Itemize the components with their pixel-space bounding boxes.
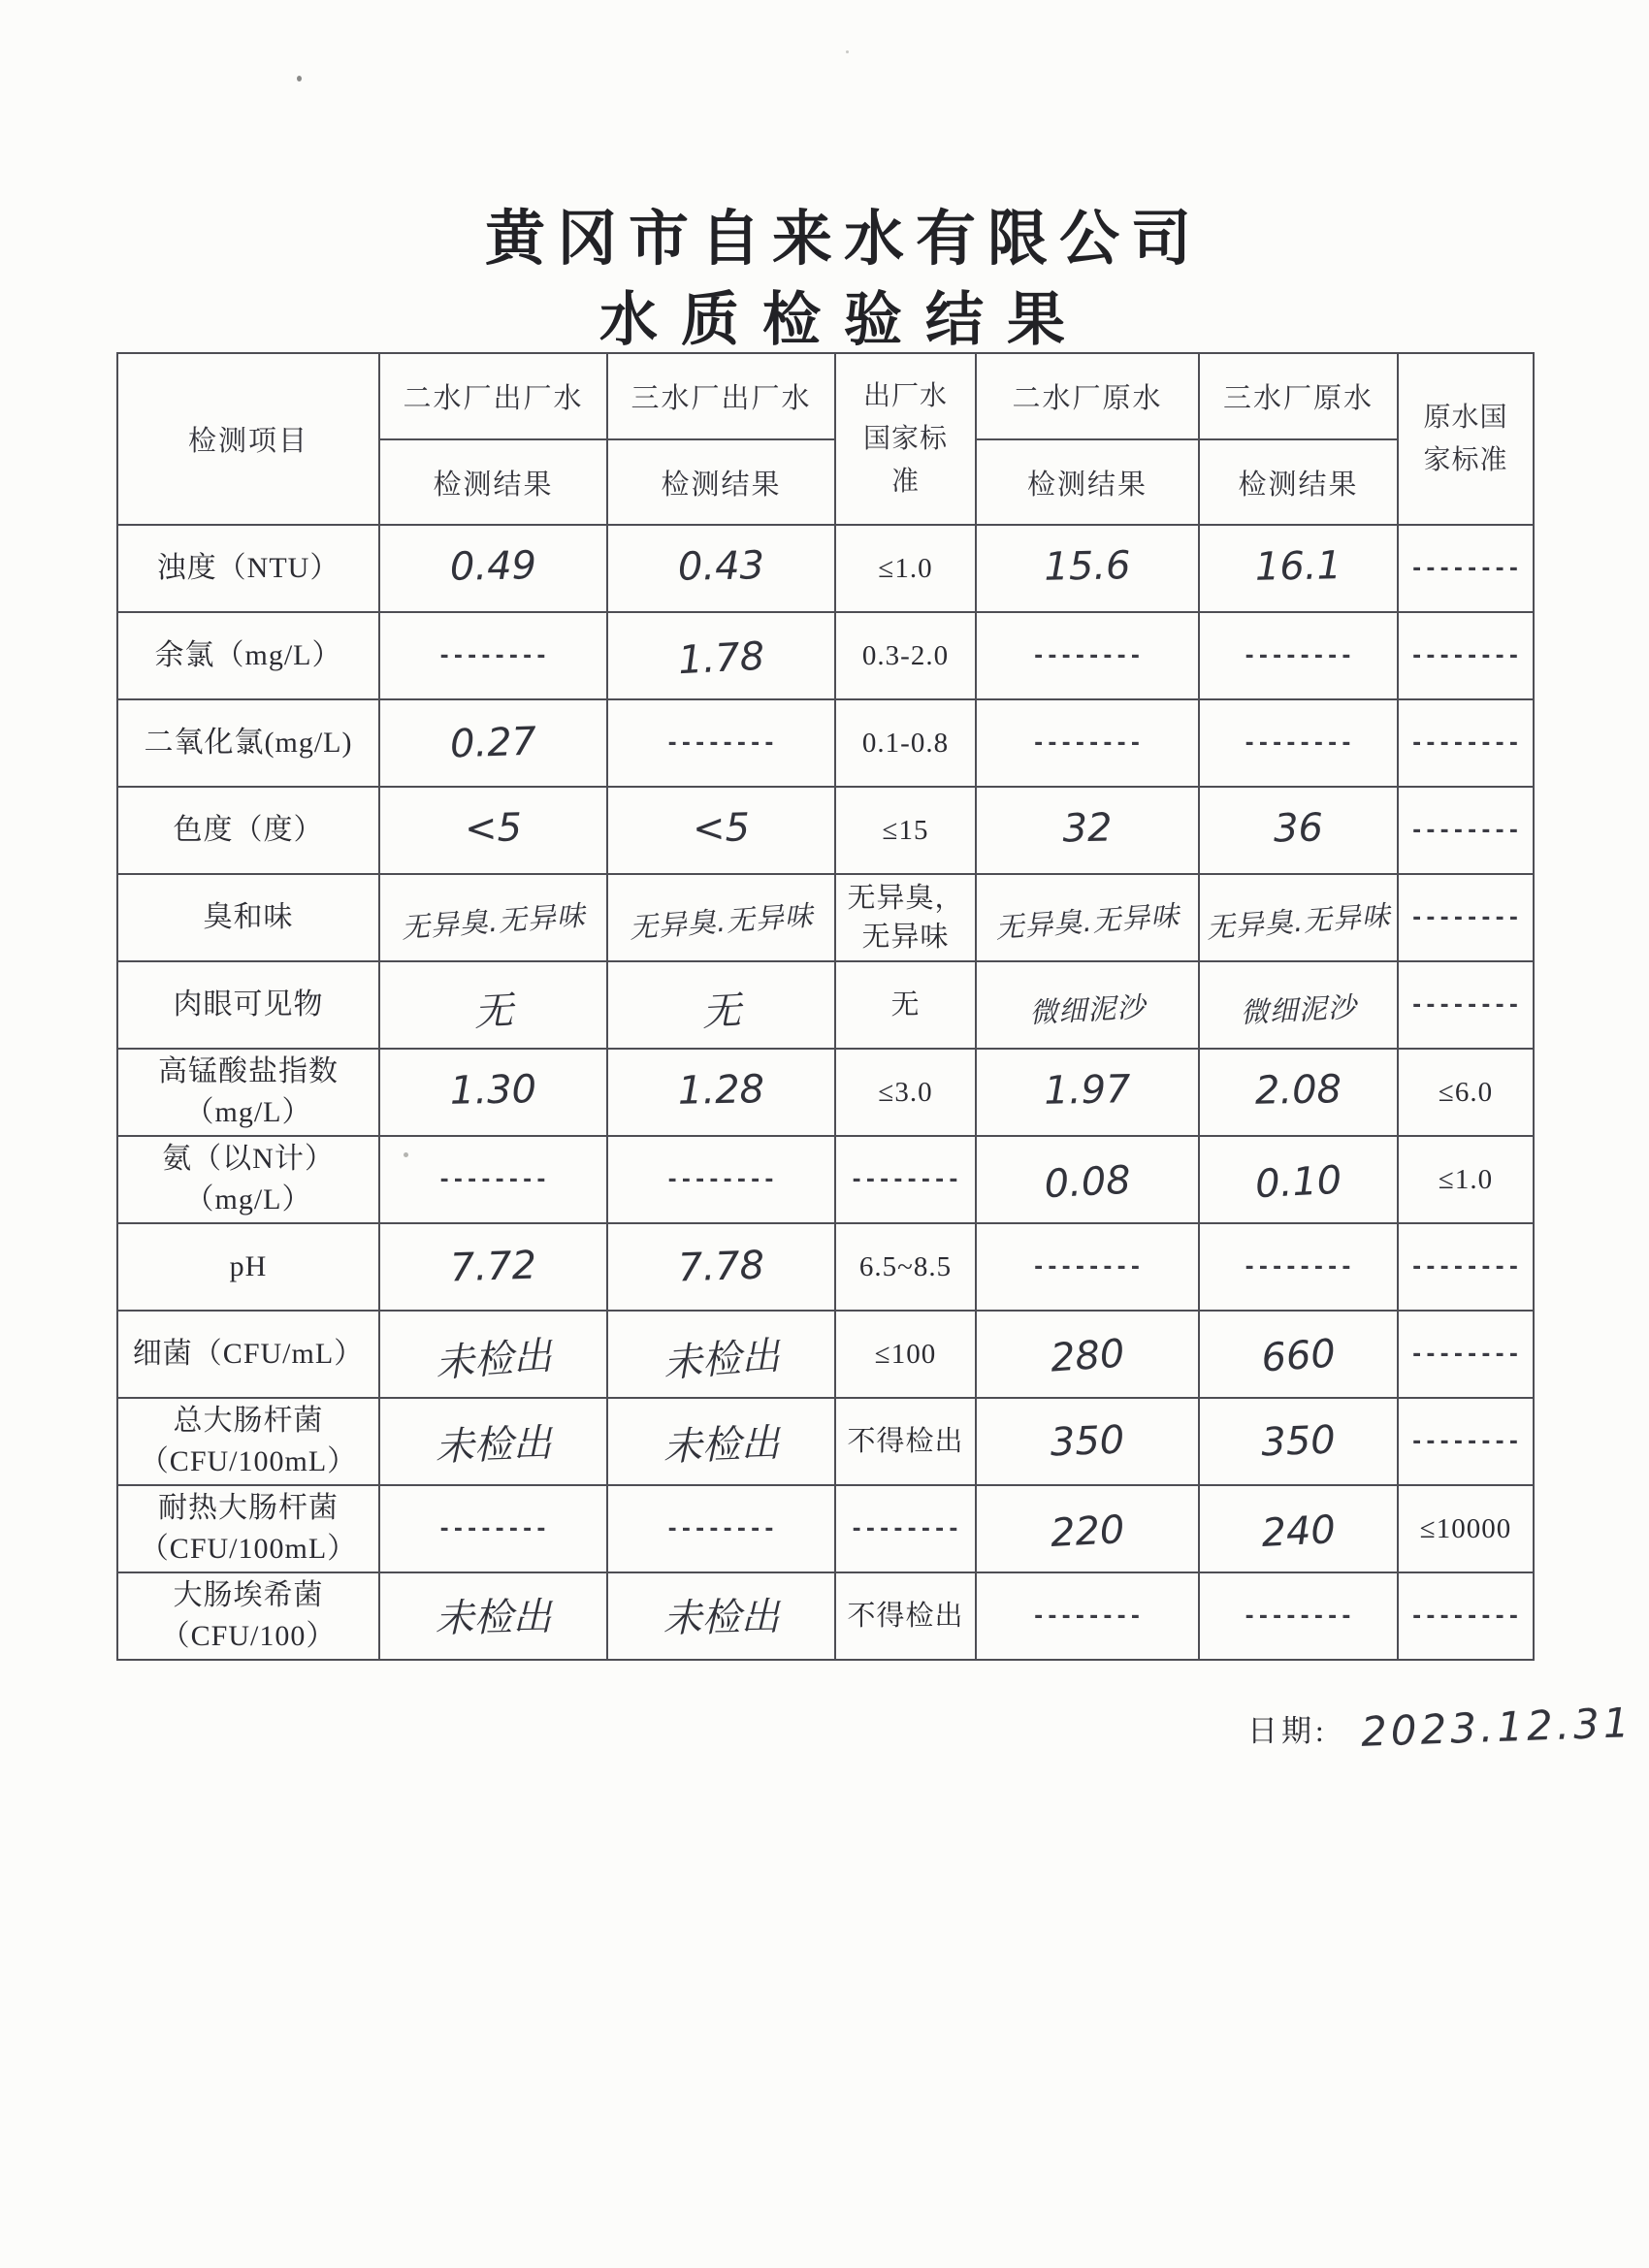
handwritten-result-cell: 0.08 [976, 1136, 1199, 1223]
standard-value-cell: ≤1.0 [1398, 1136, 1534, 1223]
handwritten-result-cell: 无异臭.无异味 [607, 874, 835, 961]
col-header-plant3-raw: 三水厂原水 [1199, 353, 1398, 439]
col-header-plant3-finished: 三水厂出厂水 [607, 353, 835, 439]
row-item-label: 色度（度） [117, 787, 379, 874]
row-item-label: 氨（以N计） （mg/L） [117, 1136, 379, 1223]
not-applicable-cell: -------- [1199, 612, 1398, 699]
col-header-test-item: 检测项目 [117, 353, 379, 525]
handwritten-result-cell: 未检出 [607, 1398, 835, 1485]
not-applicable-cell: -------- [976, 1572, 1199, 1660]
handwritten-result-cell: 2.08 [1199, 1049, 1398, 1136]
not-applicable-cell: -------- [1398, 1311, 1534, 1398]
col-header-raw-standard: 原水国家标准 [1398, 353, 1534, 525]
handwritten-result-cell: 7.78 [607, 1223, 835, 1311]
handwritten-result-cell: 无异臭.无异味 [976, 874, 1199, 961]
not-applicable-cell: -------- [1398, 612, 1534, 699]
row-item-label: 臭和味 [117, 874, 379, 961]
handwritten-result-cell: 350 [1199, 1398, 1398, 1485]
subheader-result: 检测结果 [976, 439, 1199, 525]
not-applicable-cell: -------- [379, 1136, 607, 1223]
standard-value-cell: 0.1-0.8 [835, 699, 976, 787]
not-applicable-cell: -------- [607, 1485, 835, 1572]
table-row [117, 874, 1534, 961]
subheader-result: 检测结果 [1199, 439, 1398, 525]
not-applicable-cell: -------- [1398, 1398, 1534, 1485]
handwritten-result-cell: <5 [607, 787, 835, 874]
standard-value-cell: ≤6.0 [1398, 1049, 1534, 1136]
not-applicable-cell: -------- [379, 1485, 607, 1572]
not-applicable-cell: -------- [379, 612, 607, 699]
col-header-finished-standard: 出厂水国家标准 [835, 353, 976, 525]
not-applicable-cell: -------- [835, 1485, 976, 1572]
handwritten-result-cell: 0.43 [607, 525, 835, 612]
handwritten-result-cell: 15.6 [976, 525, 1199, 612]
standard-value-cell: ≤3.0 [835, 1049, 976, 1136]
not-applicable-cell: -------- [1398, 1572, 1534, 1660]
handwritten-result-cell: 1.78 [607, 612, 835, 699]
handwritten-result-cell: 240 [1199, 1485, 1398, 1572]
handwritten-result-cell: 1.28 [607, 1049, 835, 1136]
handwritten-result-cell: 未检出 [607, 1311, 835, 1398]
standard-value-cell: 不得检出 [835, 1398, 976, 1485]
handwritten-result-cell: 0.10 [1199, 1136, 1398, 1223]
not-applicable-cell: -------- [607, 1136, 835, 1223]
handwritten-result-cell: 0.27 [379, 699, 607, 787]
handwritten-result-cell: 无异臭.无异味 [1199, 874, 1398, 961]
not-applicable-cell: -------- [607, 699, 835, 787]
scan-speckle [846, 50, 849, 53]
handwritten-result-cell: 未检出 [379, 1311, 607, 1398]
handwritten-result-cell: 350 [976, 1398, 1199, 1485]
row-item-label: 总大肠杆菌 （CFU/100mL） [117, 1398, 379, 1485]
table-row [117, 1398, 1534, 1485]
handwritten-result-cell: 微细泥沙 [1199, 961, 1398, 1049]
table-row [117, 961, 1534, 1049]
standard-value-cell: 无 [835, 961, 976, 1049]
col-header-plant2-finished: 二水厂出厂水 [379, 353, 607, 439]
standard-value-cell: 无异臭， 无异味 [835, 874, 976, 961]
handwritten-result-cell: 32 [976, 787, 1199, 874]
handwritten-result-cell: 280 [976, 1311, 1199, 1398]
table-row [117, 1136, 1534, 1223]
handwritten-result-cell: 无异臭.无异味 [379, 874, 607, 961]
date-label: 日期: [1247, 1714, 1328, 1748]
handwritten-result-cell: 1.30 [379, 1049, 607, 1136]
table-row [117, 525, 1534, 612]
standard-value-cell: ≤100 [835, 1311, 976, 1398]
not-applicable-cell: -------- [1199, 1223, 1398, 1311]
handwritten-result-cell: 0.49 [379, 525, 607, 612]
handwritten-result-cell: 1.97 [976, 1049, 1199, 1136]
date-value-handwritten: 2023.12.31 [1359, 1699, 1633, 1756]
table-row [117, 1485, 1534, 1572]
table-header [117, 353, 1534, 525]
not-applicable-cell: -------- [1398, 961, 1534, 1049]
not-applicable-cell: -------- [1398, 699, 1534, 787]
not-applicable-cell: -------- [976, 699, 1199, 787]
handwritten-result-cell: 未检出 [379, 1398, 607, 1485]
table-row [117, 1311, 1534, 1398]
handwritten-result-cell: 36 [1199, 787, 1398, 874]
table-row [117, 1049, 1534, 1136]
not-applicable-cell: -------- [1199, 1572, 1398, 1660]
company-title: 黄冈市自来水有限公司 [484, 206, 1203, 273]
row-item-label: 耐热大肠杆菌 （CFU/100mL） [117, 1485, 379, 1572]
date-line [1247, 1699, 1633, 1756]
not-applicable-cell: -------- [976, 612, 1199, 699]
table-row [117, 1223, 1534, 1311]
handwritten-result-cell: 16.1 [1199, 525, 1398, 612]
standard-value-cell: ≤1.0 [835, 525, 976, 612]
not-applicable-cell: -------- [1398, 787, 1534, 874]
not-applicable-cell: -------- [1398, 874, 1534, 961]
not-applicable-cell: -------- [976, 1223, 1199, 1311]
row-item-label: 二氧化氯(mg/L) [117, 699, 379, 787]
subheader-result: 检测结果 [607, 439, 835, 525]
row-item-label: 大肠埃希菌 （CFU/100） [117, 1572, 379, 1660]
table-body [117, 525, 1534, 1660]
subheader-result: 检测结果 [379, 439, 607, 525]
table-row [117, 699, 1534, 787]
handwritten-result-cell: 无 [379, 961, 607, 1049]
water-quality-table [116, 352, 1535, 1661]
standard-value-cell: ≤10000 [1398, 1485, 1534, 1572]
standard-value-cell: 6.5~8.5 [835, 1223, 976, 1311]
standard-value-cell: 0.3-2.0 [835, 612, 976, 699]
row-item-label: 高锰酸盐指数 （mg/L） [117, 1049, 379, 1136]
row-item-label: pH [117, 1223, 379, 1311]
row-item-label: 浊度（NTU） [117, 525, 379, 612]
not-applicable-cell: -------- [1398, 525, 1534, 612]
not-applicable-cell: -------- [835, 1136, 976, 1223]
handwritten-result-cell: <5 [379, 787, 607, 874]
row-item-label: 肉眼可见物 [117, 961, 379, 1049]
table-row [117, 1572, 1534, 1660]
standard-value-cell: ≤15 [835, 787, 976, 874]
handwritten-result-cell: 无 [607, 961, 835, 1049]
handwritten-result-cell: 未检出 [607, 1572, 835, 1660]
table-row [117, 612, 1534, 699]
handwritten-result-cell: 7.72 [379, 1223, 607, 1311]
row-item-label: 细菌（CFU/mL） [117, 1311, 379, 1398]
standard-value-cell: 不得检出 [835, 1572, 976, 1660]
scan-speckle [297, 76, 302, 81]
report-title: 水质检验结果 [599, 287, 1088, 352]
handwritten-result-cell: 未检出 [379, 1572, 607, 1660]
handwritten-result-cell: 微细泥沙 [976, 961, 1199, 1049]
table-row [117, 787, 1534, 874]
row-item-label: 余氯（mg/L） [117, 612, 379, 699]
handwritten-result-cell: 220 [976, 1485, 1199, 1572]
not-applicable-cell: -------- [1398, 1223, 1534, 1311]
col-header-plant2-raw: 二水厂原水 [976, 353, 1199, 439]
handwritten-result-cell: 660 [1199, 1311, 1398, 1398]
not-applicable-cell: -------- [1199, 699, 1398, 787]
